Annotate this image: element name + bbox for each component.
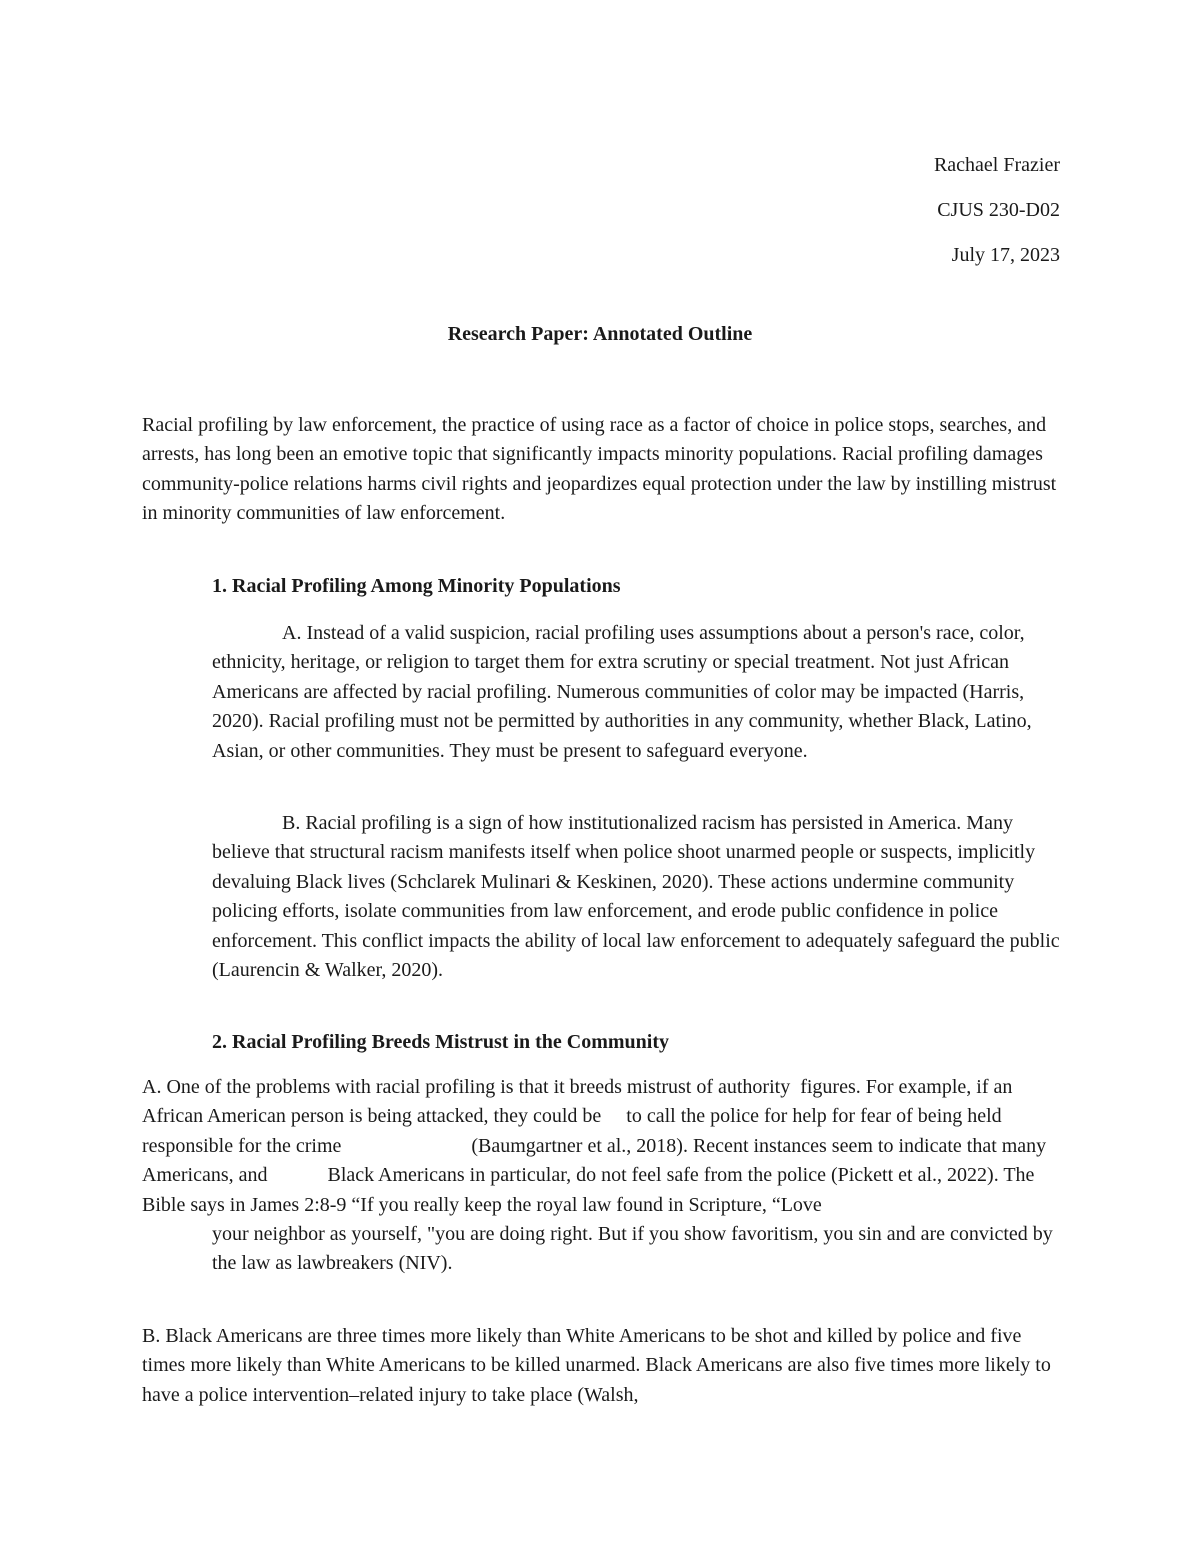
- section-2-heading: 2. Racial Profiling Breeds Mistrust in the Community: [212, 1031, 670, 1053]
- intro-paragraph: Racial profiling by law enforcement, the practice of using race as a factor of choice in police stops, searches, and arrests, has long been an emotive topic that significantly impacts minority populations. Racial profiling damages community-police relations harms civil rights and jeopardizes equal protection under the law by instilling mistrust in minority communities of law enforcement.: [142, 414, 1057, 525]
- submission-date: July 17, 2023: [951, 244, 1060, 266]
- section-2-paragraph-a-continuation: your neighbor as yourself, "you are doing right. But if you show favoritism, you sin and are convicted by the law as lawbreakers (NIV).: [212, 1223, 1053, 1275]
- section-2-paragraph-b: B. Black Americans are three times more likely than White Americans to be shot and killed by police and five times more likely than White Americans to be killed unarmed. Black Americans are also five times more likely to have a police intervention–related injury to take place (Walsh,: [142, 1325, 1051, 1406]
- author-name: Rachael Frazier: [933, 154, 1060, 176]
- section-1-heading: 1. Racial Profiling Among Minority Populations: [212, 575, 621, 597]
- section-2-paragraph-a-main: A. One of the problems with racial profiling is that it breeds mistrust of authority figures. For example, if an African American person is being attacked, they could be to call the police for help for fear of being held responsible for the crime (Baumgartner et al., 2018). Recent instances seem to indicate that many Americans, and Black Americans in particular, do not feel safe from the police (Pickett et al., 2022). The Bible says in James 2:8-9 “If you really keep the royal law found in Scripture, “Love: [142, 1076, 1090, 1216]
- paper-title: Research Paper: Annotated Outline: [447, 323, 753, 345]
- author-header: [934, 143, 1060, 278]
- section-1-paragraph-b: B. Racial profiling is a sign of how institutionalized racism has persisted in America. Many believe that structural racism manifests itself when police shoot unarmed people or suspects, implicitly devaluing Black lives (Schclarek Mulinari & Keskinen, 2020). These actions undermine community policing efforts, isolate communities from law enforcement, and erode public confidence in police enforcement. This conflict impacts the ability of local law enforcement to adequately safeguard the public (Laurencin & Walker, 2020).: [212, 812, 1060, 982]
- course-code: CJUS 230-D02: [937, 199, 1060, 221]
- section-1-paragraph-a: A. Instead of a valid suspicion, racial profiling uses assumptions about a person's race, color, ethnicity, heritage, or religion to target them for extra scrutiny or special treatment. Not just African Americans are affected by racial profiling. Numerous communities of color may be impacted (Harris, 2020). Racial profiling must not be permitted by authorities in any community, whether Black, Latino, Asian, or other communities. They must be present to safeguard everyone.: [212, 622, 1032, 762]
- section-2-paragraph-a: [142, 1073, 1090, 1279]
